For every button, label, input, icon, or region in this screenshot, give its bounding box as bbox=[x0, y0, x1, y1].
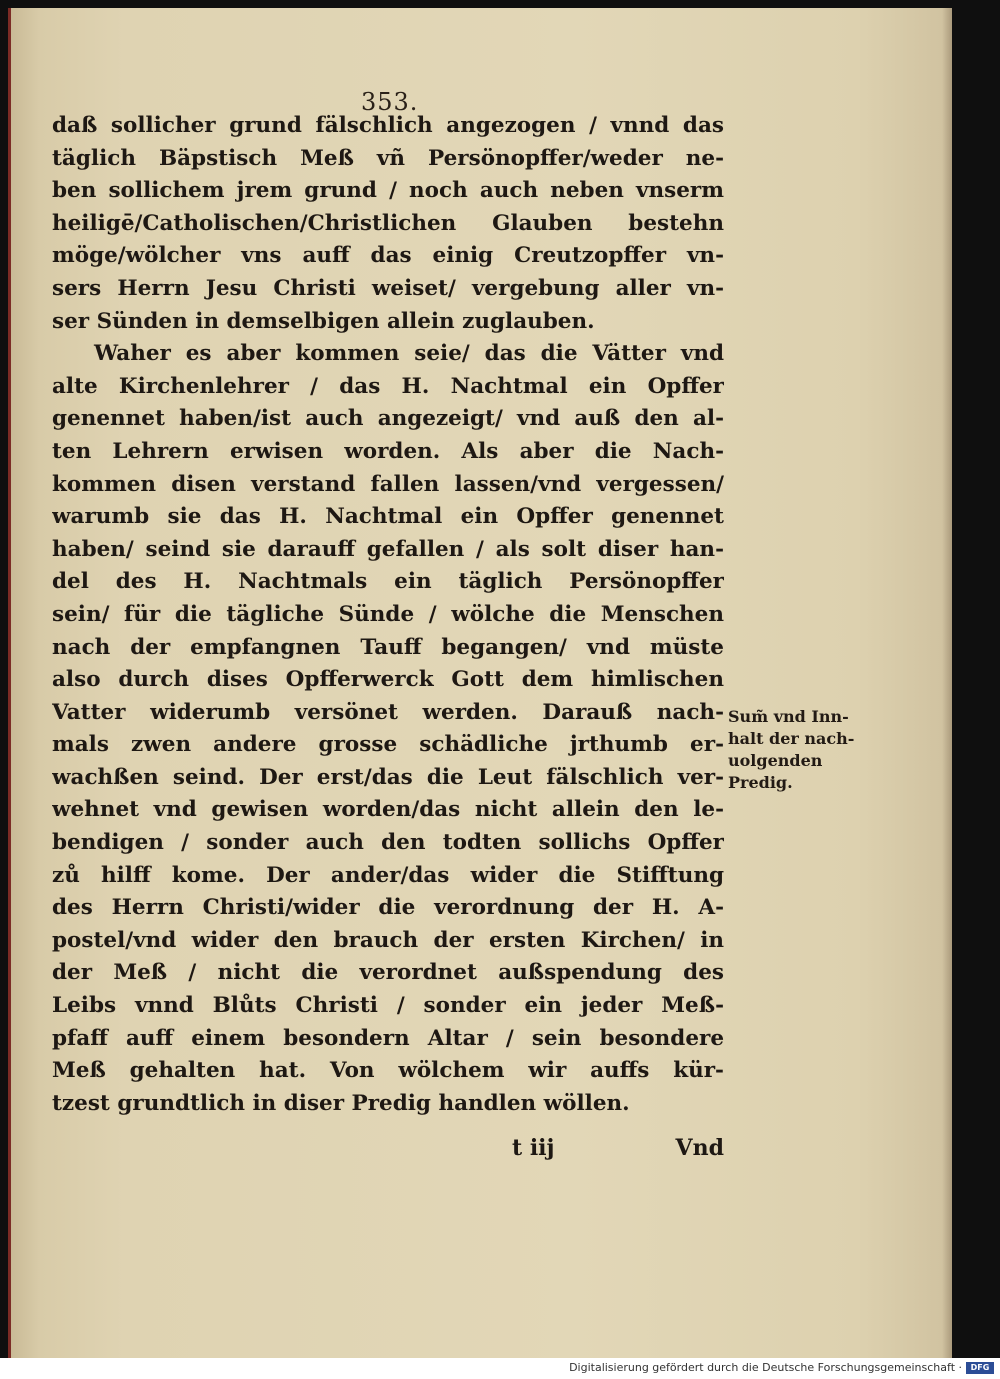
marginal-note-line: halt der nach- bbox=[728, 729, 855, 748]
text-line: Leibs vnnd Blůts Christi / sonder ein jeder Meß- bbox=[52, 993, 724, 1019]
page-number: 353. bbox=[361, 88, 419, 116]
marginal-note bbox=[728, 706, 868, 794]
signature-line bbox=[52, 1135, 724, 1169]
catchword: Vnd bbox=[675, 1135, 724, 1161]
text-line: also durch dises Opfferwerck Gott dem himlischen bbox=[52, 667, 724, 693]
dfg-logo: DFG bbox=[966, 1362, 994, 1374]
text-line: daß sollicher grund fälschlich angezogen / vnnd das bbox=[52, 113, 724, 138]
text-line: del des H. Nachtmals ein täglich Persönopffer bbox=[52, 569, 724, 595]
text-line: des Herrn Christi/wider die verordnung der H. A- bbox=[52, 895, 724, 921]
signature-mark: t iij bbox=[512, 1135, 555, 1161]
text-line: zů hilff kome. Der ander/das wider die Stifftung bbox=[52, 862, 724, 888]
text-line: sers Herrn Jesu Christi weiset/ vergebung aller vn- bbox=[52, 275, 724, 301]
text-line: sein/ für die tägliche Sünde / wölche die Menschen bbox=[52, 601, 724, 627]
text-line: der Meß / nicht die verordnet außspendung des bbox=[52, 960, 724, 986]
text-line: ser Sünden in demselbigen allein zuglauben. bbox=[52, 308, 595, 334]
text-line: tzest grundtlich in diser Predig handlen wöllen. bbox=[52, 1090, 630, 1116]
text-line: kommen disen verstand fallen lassen/vnd vergessen/ bbox=[52, 471, 724, 497]
funding-credit: Digitalisierung gefördert durch die Deutsche Forschungsgemeinschaft · bbox=[569, 1361, 962, 1374]
text-line: ben sollichem jrem grund / noch auch neben vnserm bbox=[52, 178, 724, 204]
marginal-note-line: uolgenden bbox=[728, 751, 823, 770]
marginal-note-line: Sum̃ vnd Inn- bbox=[728, 707, 849, 726]
text-line: Vatter widerumb versönet werden. Darauß nach- bbox=[52, 699, 724, 725]
text-line: alte Kirchenlehrer / das H. Nachtmal ein Opffer bbox=[52, 373, 724, 399]
text-line: wachßen seind. Der erst/das die Leut fälschlich ver- bbox=[52, 764, 724, 790]
text-line: nach der empfangnen Tauff begangen/ vnd müste bbox=[52, 634, 724, 660]
text-line: wehnet vnd gewisen worden/das nicht allein den le- bbox=[52, 797, 724, 823]
text-line: möge/wölcher vns auff das einig Creutzopffer vn- bbox=[52, 243, 724, 269]
text-line: haben/ seind sie darauff gefallen / als solt diser han- bbox=[52, 536, 724, 562]
text-line: postel/vnd wider den brauch der ersten Kirchen/ in bbox=[52, 927, 724, 953]
marginal-note-line: Predig. bbox=[728, 773, 793, 792]
text-line: genennet haben/ist auch angezeigt/ vnd auß den al- bbox=[52, 406, 724, 432]
text-line: heiligē/Catholischen/Christlichen Glauben bestehn bbox=[52, 210, 724, 236]
text-line: mals zwen andere grosse schädliche jrthumb er- bbox=[52, 732, 724, 758]
text-line: Meß gehalten hat. Von wölchem wir auffs kür- bbox=[52, 1058, 724, 1084]
text-line: pfaff auff einem besondern Altar / sein besondere bbox=[52, 1025, 724, 1051]
text-line: täglich Bäpstisch Meß vñ Persönopffer/weder ne- bbox=[52, 145, 724, 171]
body-text bbox=[52, 110, 724, 1120]
text-line: warumb sie das H. Nachtmal ein Opffer genennet bbox=[52, 504, 724, 530]
footer-bar bbox=[0, 1358, 1000, 1379]
text-line: ten Lehrern erwisen worden. Als aber die Nach- bbox=[52, 438, 724, 464]
text-line: Waher es aber kommen seie/ das die Vätter vnd bbox=[94, 341, 724, 367]
text-line: bendigen / sonder auch den todten sollichs Opffer bbox=[52, 830, 724, 856]
